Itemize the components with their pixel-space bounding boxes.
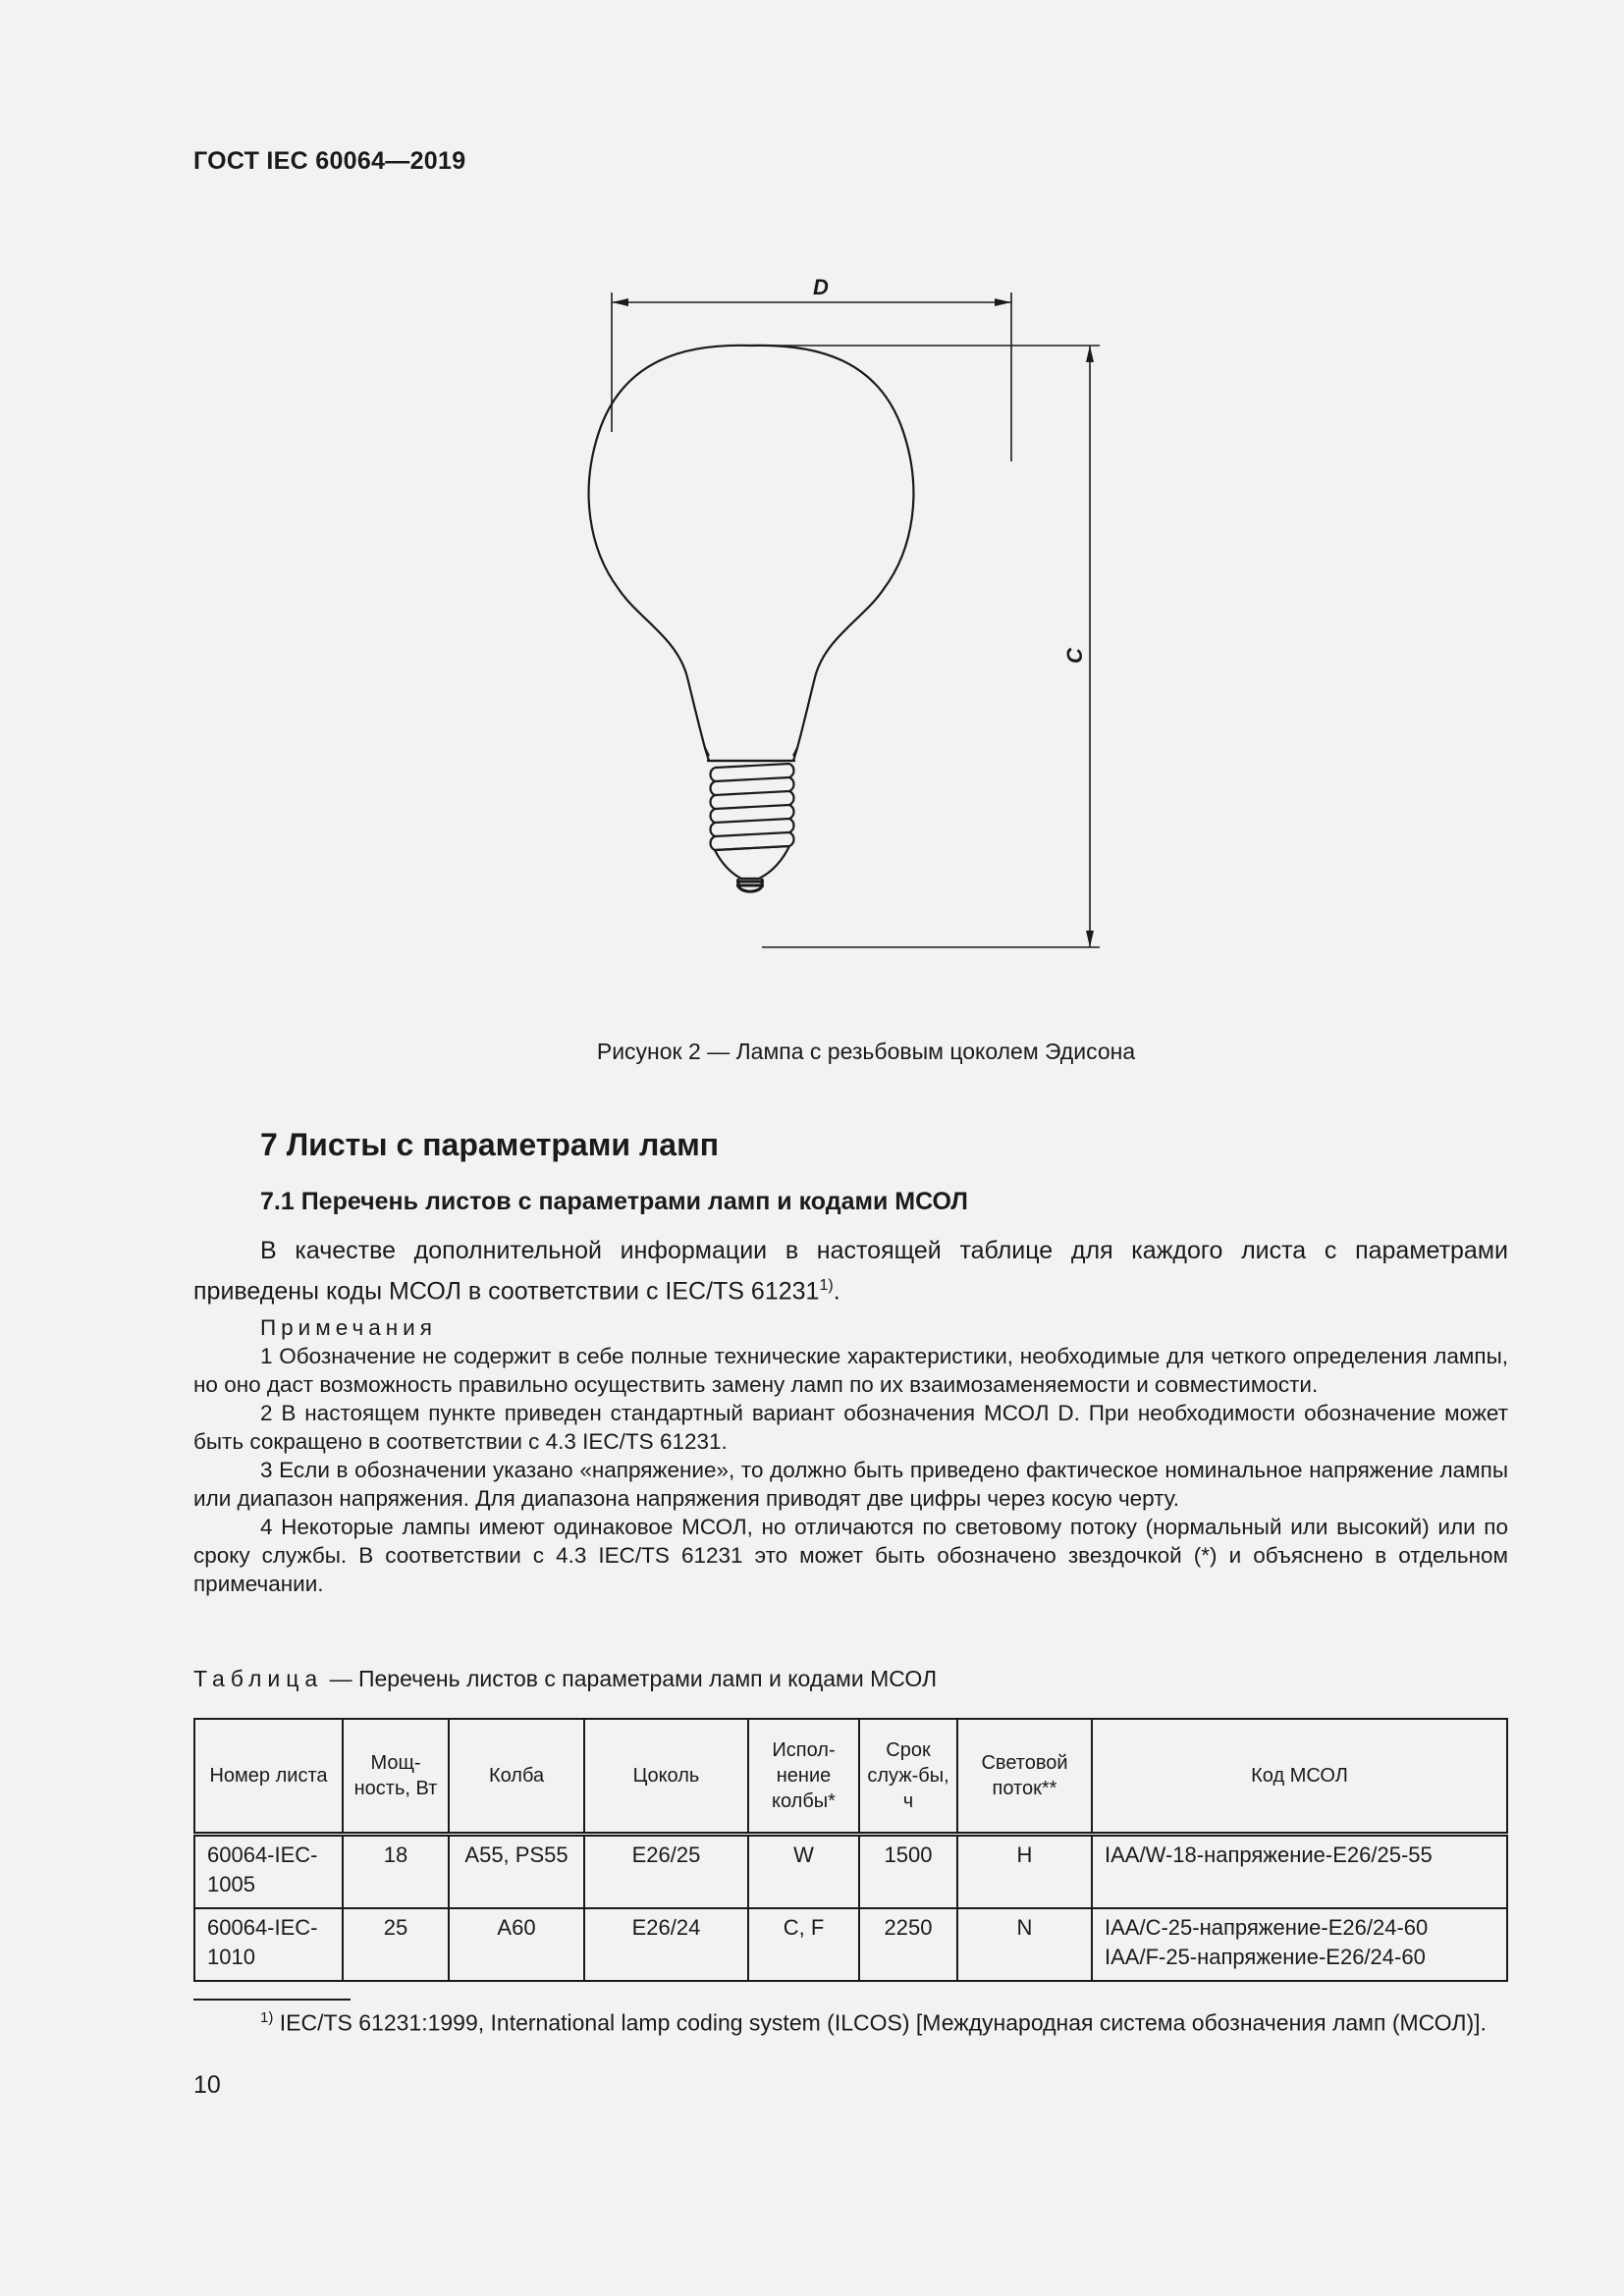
cell-flux: H — [957, 1835, 1092, 1909]
note-item: 1 Обозначение не содержит в себе полные технические характеристики, необходимые для четкого определения лампы, но оно даст возможность правильно осуществить замену ламп по их взаимозаменяемости и совместимости. — [193, 1344, 1508, 1397]
cell-life: 2250 — [859, 1908, 957, 1981]
cell-flux: N — [957, 1908, 1092, 1981]
footnote-rule — [193, 1999, 351, 2001]
header-sheet: Номер листа — [194, 1719, 343, 1835]
note-item: 4 Некоторые лампы имеют одинаковое МСОЛ, но отличаются по световому потоку (нормальный или высокий) или по сроку службы. В соответствии с 4.3 IEC/TS 61231 это может быть обозначено звездочкой (*) и объяснено в отдельном примечании. — [193, 1515, 1508, 1596]
header-power: Мощ-ность, Вт — [343, 1719, 449, 1835]
cell-cap: E26/24 — [584, 1908, 748, 1981]
cell-code — [1092, 1835, 1507, 1909]
lamp-figure — [550, 265, 1139, 972]
code-line: IAA/F-25-напряжение-E26/24-60 — [1105, 1945, 1426, 1969]
base-neck — [715, 846, 789, 879]
cell-finish: C, F — [748, 1908, 859, 1981]
header-bulb: Колба — [449, 1719, 584, 1835]
cell-code — [1092, 1908, 1507, 1981]
table-caption-word: Таблица — [193, 1666, 324, 1691]
dimension-d-label: D — [813, 275, 829, 299]
cell-bulb: A60 — [449, 1908, 584, 1981]
cell-sheet: 60064-IEC-1005 — [194, 1835, 343, 1909]
cell-life: 1500 — [859, 1835, 957, 1909]
cell-sheet: 60064-IEC-1010 — [194, 1908, 343, 1981]
table-row — [194, 1908, 1507, 1981]
notes-block — [193, 1313, 1508, 1598]
table-row — [194, 1835, 1507, 1909]
cell-power: 18 — [343, 1835, 449, 1909]
subsection-title: 7.1 Перечень листов с параметрами ламп и кодами МСОЛ — [260, 1188, 968, 1215]
intro-paragraph — [193, 1233, 1508, 1308]
footnote-marker: 1) — [260, 2009, 274, 2026]
note-item: 2 В настоящем пункте приведен стандартный вариант обозначения МСОЛ D. При необходимости обозначение может быть сокращено в соответствии с 4.3 IEC/TS 61231. — [193, 1401, 1508, 1454]
intro-text: В качестве дополнительной информации в настоящей таблице для каждого листа с параметрами приведены коды МСОЛ в соответствии с IEC/TS 61231 — [193, 1237, 1508, 1306]
table-caption-text: — Перечень листов с параметрами ламп и кодами МСОЛ — [323, 1666, 938, 1691]
header-cap: Цоколь — [584, 1719, 748, 1835]
thread-lines — [711, 764, 794, 850]
header-flux: Световой поток** — [957, 1719, 1092, 1835]
figure-caption: Рисунок 2 — Лампа с резьбовым цоколем Эдисона — [596, 1039, 1136, 1064]
lamp-parameters-table — [193, 1718, 1508, 1982]
section-title: 7 Листы с параметрами ламп — [260, 1127, 720, 1162]
cell-finish: W — [748, 1835, 859, 1909]
table-caption — [193, 1666, 937, 1692]
base-rim — [705, 748, 797, 761]
page-number: 10 — [193, 2071, 221, 2099]
document-header: ГОСТ IEC 60064—2019 — [193, 147, 466, 175]
bulb-outline — [589, 346, 914, 756]
notes-heading: Примечания — [260, 1315, 437, 1340]
dimension-c — [750, 346, 1100, 947]
cell-cap: E26/25 — [584, 1835, 748, 1909]
cell-power: 25 — [343, 1908, 449, 1981]
lamp-drawing — [550, 265, 1139, 972]
header-life: Срок служ-бы, ч — [859, 1719, 957, 1835]
intro-end: . — [833, 1277, 840, 1306]
note-item: 3 Если в обозначении указано «напряжение», то должно быть приведено фактическое номинальное напряжение лампы или диапазон напряжения. Для диапазона напряжения приводят две цифры через косую черту. — [193, 1458, 1508, 1511]
dimension-d — [612, 293, 1011, 461]
dimension-c-label: C — [1062, 648, 1087, 664]
footnote — [193, 2002, 1508, 2039]
code-line: IAA/W-18-напряжение-E26/25-55 — [1105, 1842, 1433, 1867]
header-code: Код МСОЛ — [1092, 1719, 1507, 1835]
footnote-ref[interactable]: 1) — [819, 1277, 834, 1294]
header-finish: Испол-нение колбы* — [748, 1719, 859, 1835]
footnote-text: IEC/TS 61231:1999, International lamp coding system (ILCOS) [Международная система обозначения ламп (МСОЛ)]. — [273, 2009, 1487, 2036]
table-header-row — [194, 1719, 1507, 1835]
code-line: IAA/C-25-напряжение-E26/24-60 — [1105, 1915, 1429, 1940]
cell-bulb: A55, PS55 — [449, 1835, 584, 1909]
